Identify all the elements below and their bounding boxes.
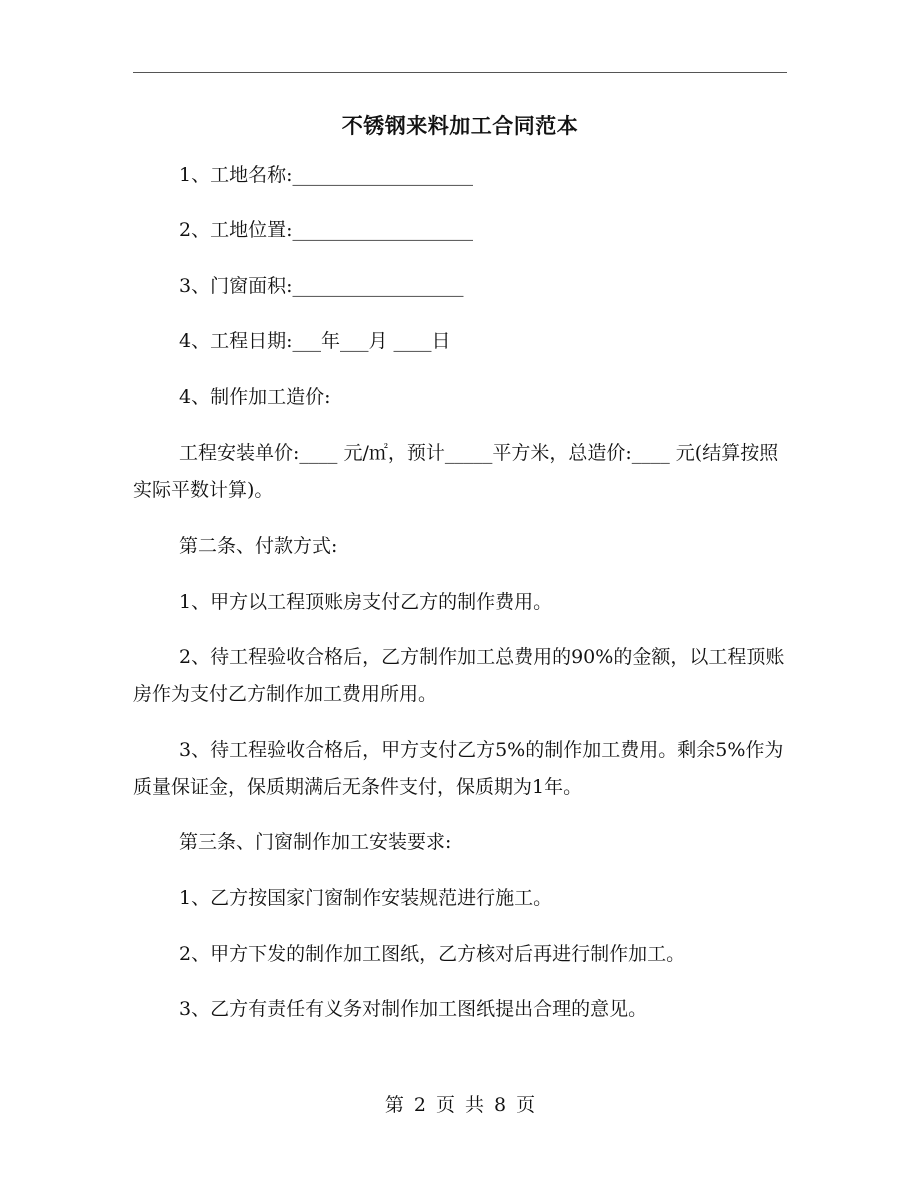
paragraph-cost-heading: 4、制作加工造价: [179,386,331,408]
paragraph-requirement-2: 2、甲方下发的制作加工图纸，乙方核对后再进行制作加工。 [179,943,686,965]
header-rule [133,72,787,73]
paragraph-requirement-3: 3、乙方有责任有义务对制作加工图纸提出合理的意见。 [179,998,648,1020]
paragraph-window-area: 3、门窗面积:__________________ [179,275,464,297]
page-footer: 第 2 页 共 8 页 [384,1094,536,1116]
paragraph-payment-2: 2、待工程验收合格后，乙方制作加工总费用的90%的金额，以工程顶账房作为支付乙方制作加工费用所用。 [133,646,785,705]
paragraph-article-2-heading: 第二条、付款方式: [179,535,338,557]
paragraph-payment-1: 1、甲方以工程顶账房支付乙方的制作费用。 [179,591,553,613]
paragraph-site-name: 1、工地名称:___________________ [179,164,473,186]
paragraph-unit-price: 工程安装单价:____ 元/㎡，预计_____平方米，总造价:____ 元(结算按照实际平数计算)。 [133,442,779,501]
paragraph-article-3-heading: 第三条、门窗制作加工安装要求: [179,831,452,853]
paragraph-requirement-1: 1、乙方按国家门窗制作安装规范进行施工。 [179,887,553,909]
paragraph-site-location: 2、工地位置:___________________ [179,219,473,241]
document-title: 不锈钢来料加工合同范本 [341,113,579,138]
paragraph-project-date: 4、工程日期:___年___月 ____日 [179,330,451,352]
paragraph-payment-3: 3、待工程验收合格后，甲方支付乙方5%的制作加工费用。剩余5%作为质量保证金，保质期满后无条件支付，保质期为1年。 [133,739,784,798]
